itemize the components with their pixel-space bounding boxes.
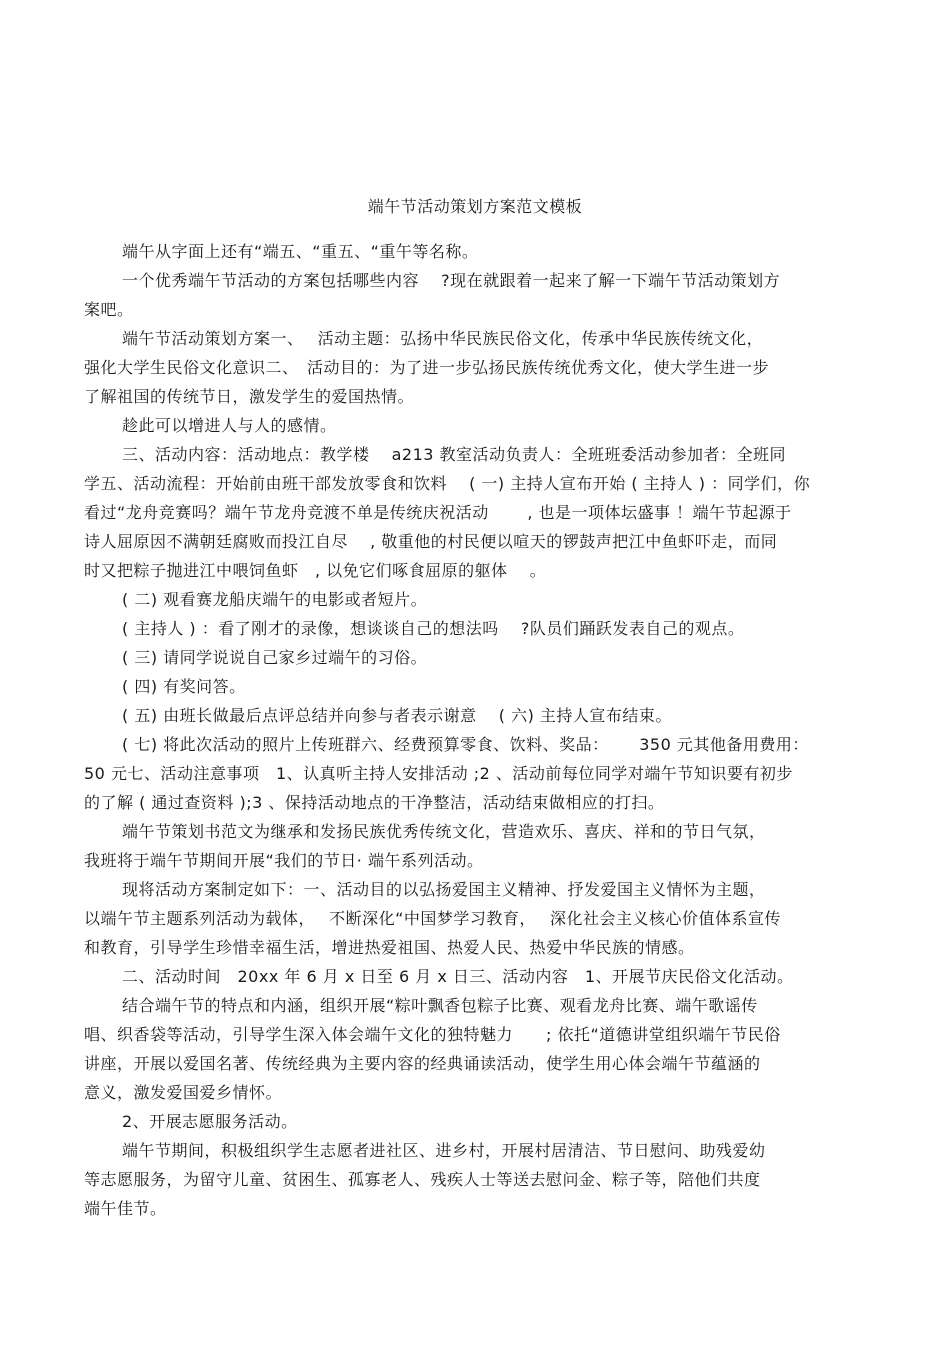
- text-line: 诗人屈原因不满朝廷腐败而投江自尽 , 敬重他的村民便以喧天的锣鼓声把江中鱼虾吓走，而同: [84, 532, 778, 551]
- text-line: ( 五) 由班长做最后点评总结并向参与者表示谢意 ( 六) 主持人宣布结束。: [122, 706, 672, 725]
- document-body: [84, 237, 874, 1223]
- text-line: 50 元七、活动注意事项 1、认真听主持人安排活动 ;2 、活动前每位同学对端午节知识要有初步: [84, 764, 793, 783]
- text-line: 以端午节主题系列活动为载体， 不断深化“中国梦学习教育， 深化社会主义核心价值体系宣传: [84, 909, 781, 928]
- text-line: 一个优秀端午节活动的方案包括哪些内容 ?现在就跟着一起来了解一下端午节活动策划方: [122, 271, 781, 290]
- text-line: 强化大学生民俗文化意识二、 活动目的：为了进一步弘扬民族传统优秀文化，使大学生进一步: [84, 358, 770, 377]
- text-line: 的了解 ( 通过查资料 );3 、保持活动地点的干净整洁，活动结束做相应的打扫。: [84, 793, 665, 812]
- text-line: 了解祖国的传统节日，激发学生的爱国热情。: [84, 387, 415, 406]
- text-line: 三、活动内容：活动地点：教学楼 a213 教室活动负责人：全班班委活动参加者：全班同: [122, 445, 787, 464]
- text-line: 和教育，引导学生珍惜幸福生活，增进热爱祖国、热爱人民、热爱中华民族的情感。: [84, 938, 695, 957]
- text-line: 现将活动方案制定如下：一、活动目的以弘扬爱国主义精神、抒发爱国主义情怀为主题，: [122, 880, 766, 899]
- text-line: 端午节活动策划方案一、 活动主题：弘扬中华民族民俗文化，传承中华民族传统文化，: [122, 329, 764, 348]
- text-line: ( 四) 有奖问答。: [122, 677, 246, 696]
- text-line: 意义，激发爱国爱乡情怀。: [84, 1083, 283, 1102]
- text-line: ( 主持人 ) ：看了刚才的录像，想谈谈自己的想法吗 ?队员们踊跃发表自己的观点。: [122, 619, 745, 638]
- text-line: 看过“龙舟竞赛吗？端午节龙舟竞渡不单是传统庆祝活动 , 也是一项体坛盛事 ！端午节起源于: [84, 503, 792, 522]
- document-title: 端午节活动策划方案范文模板: [367, 197, 583, 216]
- text-line: 案吧。: [84, 300, 134, 319]
- text-line: 2、开展志愿服务活动。: [122, 1112, 298, 1131]
- text-line: ( 三) 请同学说说自己家乡过端午的习俗。: [122, 648, 428, 667]
- text-line: 等志愿服务，为留守儿童、贫困生、孤寡老人、残疾人士等送去慰问金、粽子等，陪他们共度: [84, 1170, 761, 1189]
- text-line: 学五、活动流程：开始前由班干部发放零食和饮料 ( 一) 主持人宣布开始 ( 主持人 ) ：同学们，你: [84, 474, 811, 493]
- text-line: 端午从字面上还有“端五、“重五、“重午等名称。: [122, 242, 479, 261]
- text-line: 唱、织香袋等活动，引导学生深入体会端午文化的独特魅力 ; 依托“道德讲堂组织端午节民俗: [84, 1025, 781, 1044]
- text-line: 二、活动时间 20xx 年 6 月 x 日至 6 月 x 日三、活动内容 1、开展节庆民俗文化活动。: [122, 967, 794, 986]
- text-line: 讲座，开展以爱国名著、传统经典为主要内容的经典诵读活动，使学生用心体会端午节蕴涵的: [84, 1054, 761, 1073]
- text-line: 端午佳节。: [84, 1199, 167, 1218]
- text-line: 趁此可以增进人与人的感情。: [122, 416, 337, 435]
- text-line: ( 二) 观看赛龙船庆端午的电影或者短片。: [122, 590, 428, 609]
- text-line: 时又把粽子抛进江中喂饲鱼虾 , 以免它们啄食屈原的躯体 。: [84, 561, 547, 580]
- text-line: 端午节期间，积极组织学生志愿者进社区、进乡村，开展村居清洁、节日慰问、助残爱幼: [122, 1141, 766, 1160]
- text-line: 结合端午节的特点和内涵，组织开展“粽叶飘香包粽子比赛、观看龙舟比赛、端午歌谣传: [122, 996, 758, 1015]
- text-line: 端午节策划书范文为继承和发扬民族优秀传统文化，营造欢乐、喜庆、祥和的节日气氛，: [122, 822, 766, 841]
- text-line: ( 七) 将此次活动的照片上传班群六、经费预算零食、饮料、奖品： 350 元其他备用费用：: [122, 735, 809, 754]
- text-line: 我班将于端午节期间开展“我们的节日· 端午系列活动。: [84, 851, 484, 870]
